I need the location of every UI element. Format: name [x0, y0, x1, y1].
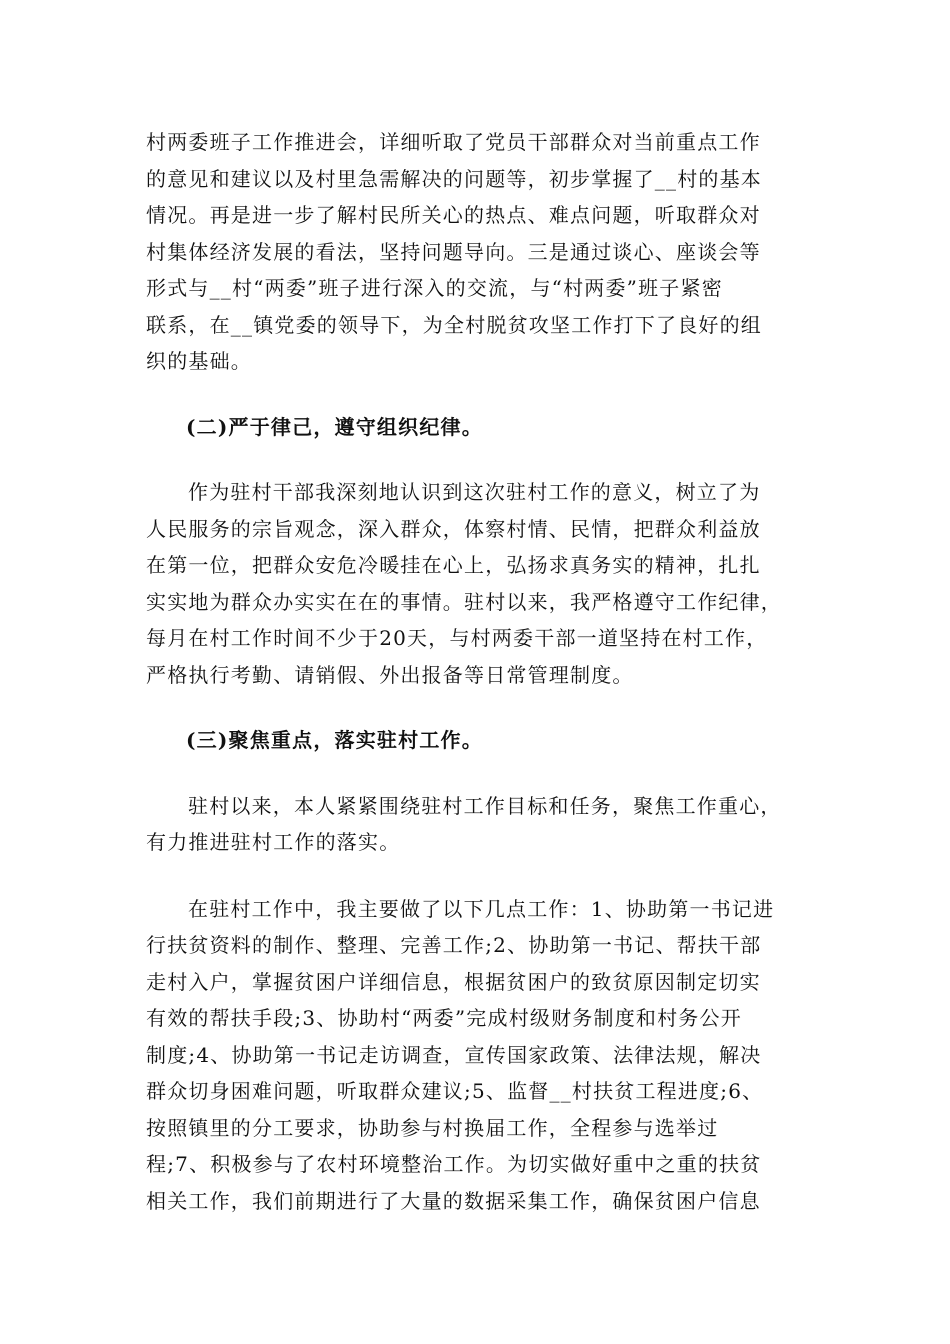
paragraph-2	[146, 474, 806, 693]
paragraph-line: 人民服务的宗旨观念，深入群众，体察村情、民情，把群众利益放	[146, 516, 761, 541]
paragraph-1	[146, 124, 806, 380]
paragraph-4	[146, 891, 806, 1220]
paragraph-line: 实实地为群众办实实在在的事情。驻村以来，我严格遵守工作纪律，	[146, 589, 782, 614]
paragraph-line: 作为驻村干部我深刻地认识到这次驻村工作的意义，树立了为	[188, 480, 761, 504]
paragraph-line: 情况。再是进一步了解村民所关心的热点、难点问题，听取群众对	[146, 203, 761, 227]
paragraph-line: 在第一位，把群众安危冷暖挂在心上，弘扬求真务实的精神，扎扎	[146, 553, 761, 577]
paragraph-line: 走村入户，掌握贫困户详细信息，根据贫困户的致贫原因制定切实	[146, 969, 761, 994]
document-page	[146, 124, 806, 1219]
paragraph-3	[146, 788, 806, 861]
paragraph-line: 在驻村工作中，我主要做了以下几点工作：1、协助第一书记进	[188, 896, 775, 921]
paragraph-line: 相关工作，我们前期进行了大量的数据采集工作，确保贫困户信息	[146, 1188, 761, 1213]
paragraph-line: 有效的帮扶手段;3、协助村“两委”完成村级财务制度和村务公开	[146, 1006, 742, 1030]
paragraph-line: 联系，在__镇党委的领导下，为全村脱贫攻坚工作打下了良好的组	[146, 312, 762, 337]
paragraph-line: 按照镇里的分工要求，协助参与村换届工作，全程参与选举过	[146, 1115, 719, 1140]
paragraph-line: 村集体经济发展的看法，坚持问题导向。三是通过谈心、座谈会等	[146, 239, 761, 264]
paragraph-line: 行扶贫资料的制作、整理、完善工作;2、协助第一书记、帮扶干部	[146, 933, 762, 957]
paragraph-line: 驻村以来，本人紧紧围绕驻村工作目标和任务，聚焦工作重心，	[188, 793, 782, 818]
paragraph-line: 每月在村工作时间不少于20天，与村两委干部一道坚持在村工作，	[146, 626, 768, 650]
paragraph-line: 织的基础。	[146, 349, 252, 373]
section-heading-3: (三)聚焦重点，落实驻村工作。	[186, 728, 483, 752]
paragraph-line: 制度;4、协助第一书记走访调查，宣传国家政策、法律法规，解决	[146, 1042, 762, 1067]
paragraph-line: 有力推进驻村工作的落实。	[146, 830, 401, 854]
paragraph-line: 形式与__村“两委”班子进行深入的交流，与“村两委”班子紧密	[146, 276, 723, 300]
paragraph-line: 群众切身困难问题，听取群众建议;5、监督__村扶贫工程进度;6、	[146, 1079, 764, 1103]
paragraph-line: 程;7、积极参与了农村环境整治工作。为切实做好重中之重的扶贫	[146, 1152, 762, 1176]
section-heading-2: (二)严于律己，遵守组织纪律。	[186, 414, 483, 439]
paragraph-line: 严格执行考勤、请销假、外出报备等日常管理制度。	[146, 662, 634, 687]
paragraph-line: 村两委班子工作推进会，详细听取了党员干部群众对当前重点工作	[146, 130, 761, 154]
paragraph-line: 的意见和建议以及村里急需解决的问题等，初步掌握了__村的基本	[146, 166, 762, 191]
